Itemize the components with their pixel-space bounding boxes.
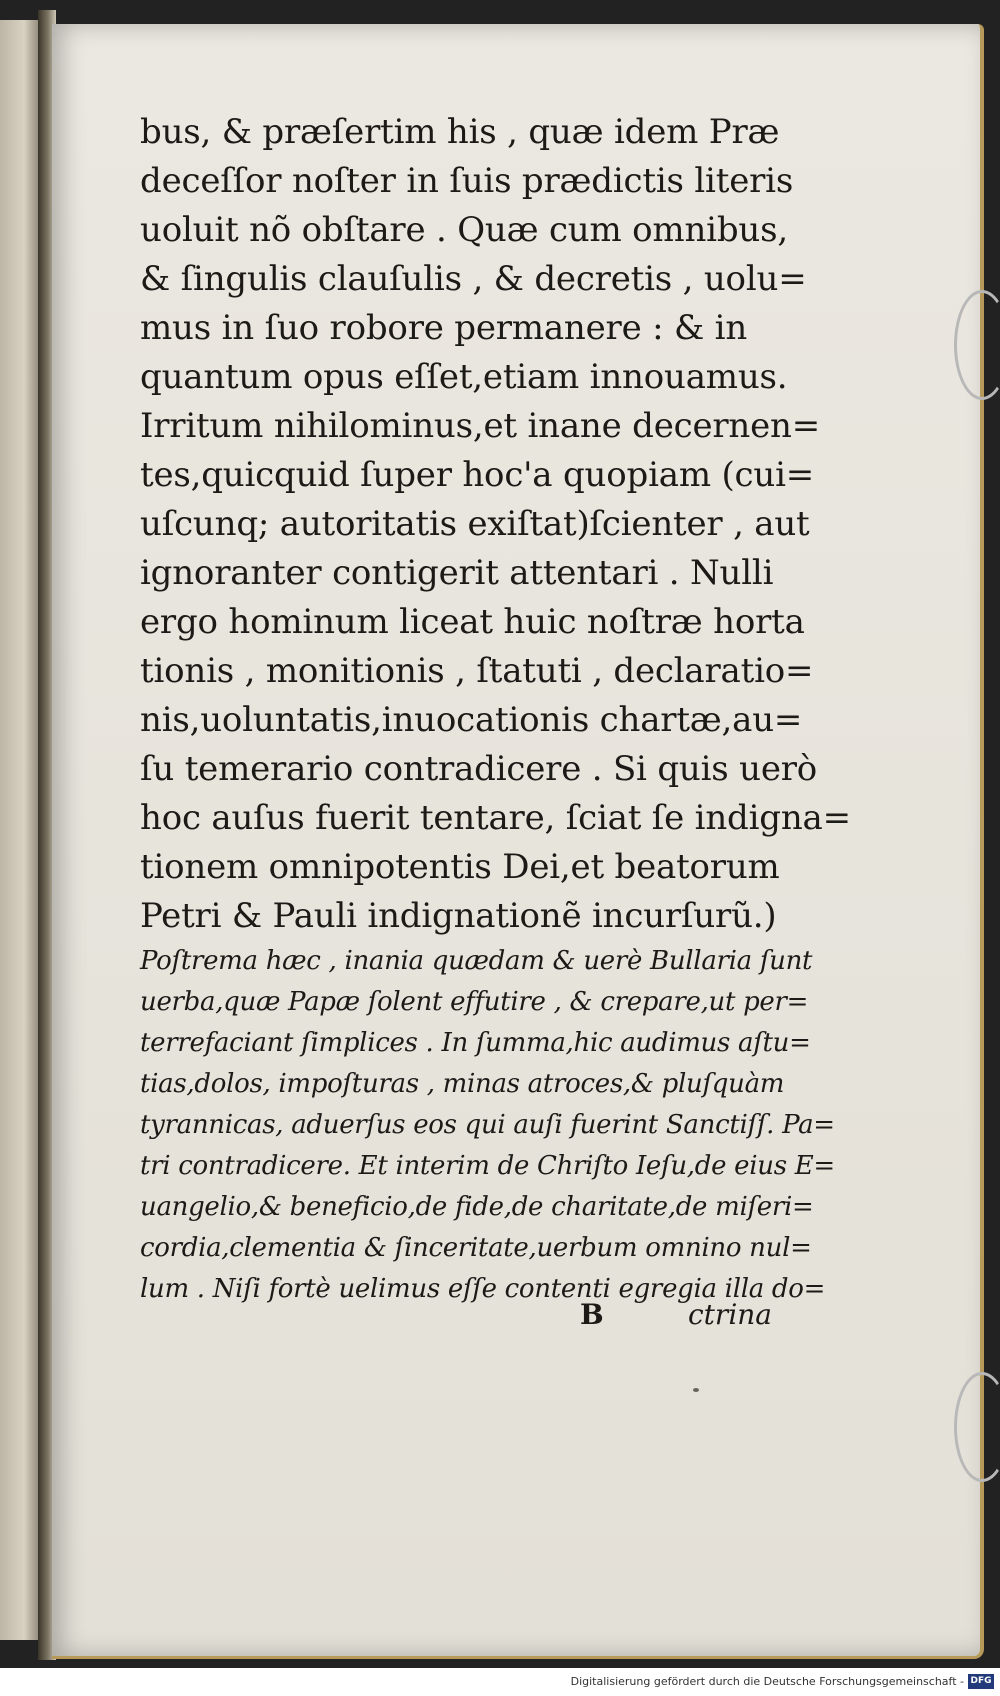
italic-text-line: uangelio,& beneficio,de fide,de charitate,de miſeri=	[140, 1192, 814, 1222]
italic-text-line: tyrannicas, aduerſus eos qui auſi fuerint Sanctiſſ. Pa=	[140, 1110, 835, 1140]
text-line: hoc auſus fuerit tentare, ſciat ſe indigna=	[140, 798, 851, 838]
italic-text-line: cordia,clementia & ſinceritate,uerbum omnino nul=	[140, 1233, 812, 1263]
italic-text-line: uerba,quæ Papæ ſolent effutire , & crepare,ut per=	[140, 987, 809, 1017]
text-line: bus, & præſertim his , quæ idem Præ	[140, 112, 780, 152]
text-line: mus in ſuo robore permanere : & in	[140, 308, 748, 348]
text-line: ergo hominum liceat huic noſtræ horta	[140, 602, 805, 642]
dfg-logo-icon: DFG	[968, 1674, 994, 1689]
italic-text-line: lum . Niſi fortè uelimus eſſe contenti egregia illa do=	[140, 1274, 826, 1304]
footer-credit: Digitalisierung gefördert durch die Deutsche Forschungsgemeinschaft -	[570, 1675, 964, 1688]
text-line: deceſſor noſter in ſuis prædictis literis	[140, 161, 794, 201]
text-line: tionis , monitionis , ſtatuti , declaratio=	[140, 651, 814, 691]
italic-text-line: terrefaciant ſimplices . In ſumma,hic audimus aſtu=	[140, 1028, 811, 1058]
catchword: ctrina	[688, 1298, 772, 1331]
ink-speck	[693, 1388, 699, 1392]
text-line: tes,quicquid ſuper hoc'a quopiam (cui=	[140, 455, 815, 495]
text-line: quantum opus eſſet,etiam innouamus.	[140, 357, 788, 397]
text-line: & ſingulis clauſulis , & decretis , uolu=	[140, 259, 807, 299]
text-line: Petri & Pauli indignationẽ incurſurũ.)	[140, 896, 777, 936]
text-line: uſcunq; autoritatis exiſtat)ſcienter , aut	[140, 504, 810, 544]
text-line: Irritum nihilominus,et inane decernen=	[140, 406, 821, 446]
page-foot	[140, 1298, 780, 1342]
text-line: ſu temerario contradicere . Si quis uerò	[140, 749, 818, 789]
italic-text-line: tias,dolos, impoſturas , minas atroces,& pluſquàm	[140, 1069, 785, 1099]
facing-page-edge	[0, 20, 40, 1640]
italic-text-line: Poſtrema hæc , inania quædam & uerè Bullaria ſunt	[140, 946, 813, 976]
signature-mark: B	[580, 1298, 604, 1331]
page-text	[140, 108, 851, 1310]
text-line: nis,uoluntatis,inuocationis chartæ,au=	[140, 700, 803, 740]
italic-text-line: tri contradicere. Et interim de Chriſto Ieſu,de eius E=	[140, 1151, 835, 1181]
text-line: uoluit nõ obſtare . Quæ cum omnibus,	[140, 210, 788, 250]
footer-bar	[0, 1668, 1000, 1696]
text-line: ignoranter contigerit attentari . Nulli	[140, 553, 774, 593]
text-line: tionem omnipotentis Dei,et beatorum	[140, 847, 780, 887]
